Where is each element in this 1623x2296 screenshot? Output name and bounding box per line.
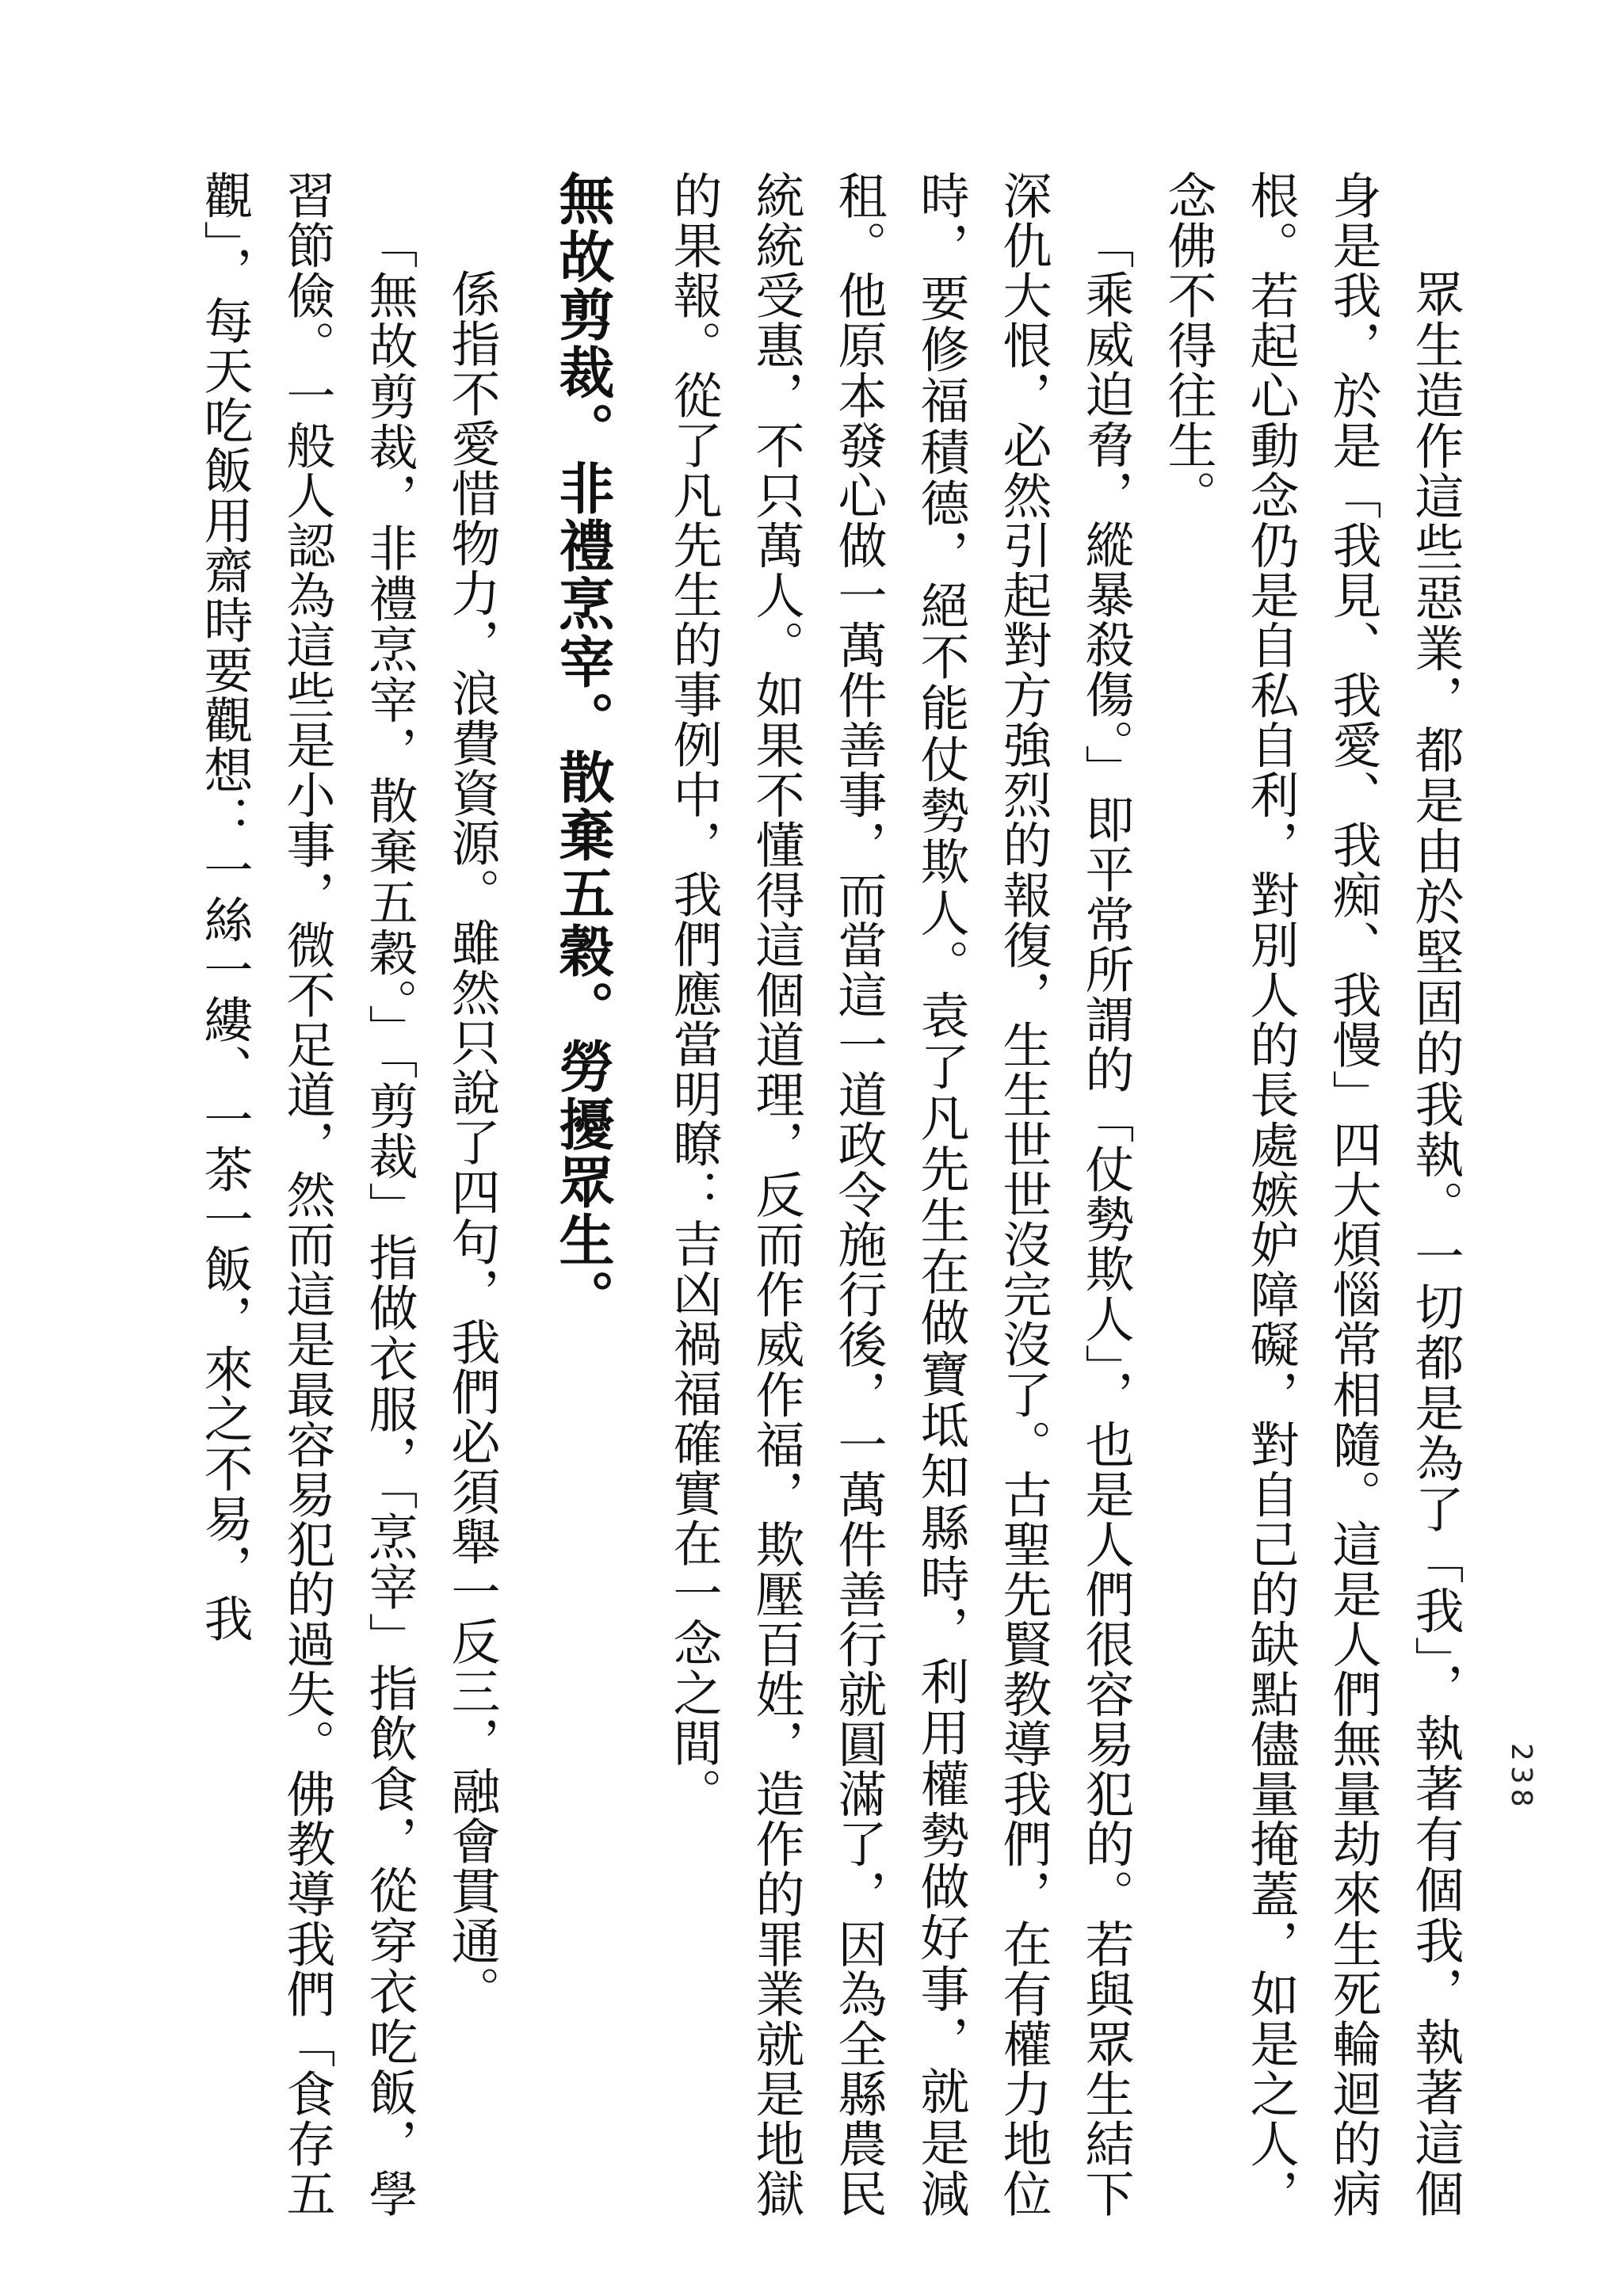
paragraph-frugality: 「無故剪裁，非禮烹宰，散棄五穀。」「剪裁」指做衣服，「烹宰」指飲食，從穿衣吃飯，學習節儉。一般人認為這些是小事，微不足道，然而這是最容易犯的過失。佛教導我們「食存五觀」，每天吃飯用齋時要觀想：一絲一縷、一茶一飯，來之不易，我 (196, 170, 418, 2218)
paragraph-waste-resources: 係指不愛惜物力，浪費資源。雖然只說了四句，我們必須舉一反三，融會貫通。 (443, 269, 501, 2016)
page-number: 238 (1505, 1743, 1537, 1812)
paragraph-ego-attachment: 眾生造作這些惡業，都是由於堅固的我執。一切都是為了「我」，執著有個我，執著這個身是我，於是「我見、我愛、我痴、我慢」四大煩惱常相隨。這是人們無量劫來生死輪迴的病根。若起心動念仍是自私自利，對別人的長處嫉妒障礙，對自己的缺點儘量掩蓋，如是之人，念佛不得往生。 (1159, 170, 1465, 2218)
paragraph-abuse-of-power: 「乘威迫脅，縱暴殺傷。」即平常所謂的「仗勢欺人」，也是人們很容易犯的。若與眾生結下深仇大恨，必然引起對方強烈的報復，生生世世沒完沒了。古聖先賢教導我們，在有權力地位時，要修福積德，絕不能仗勢欺人。袁了凡先生在做寶坻知縣時，利用權勢做好事，就是減租。他原本發心做一萬件善事，而當這一道政令施行後，一萬件善行就圓滿了，因為全縣農民統統受惠，不只萬人。如果不懂得這個道理，反而作威作福，欺壓百姓，造作的罪業就是地獄的果報。從了凡先生的事例中，我們應當明瞭：吉凶禍福確實在一念之間。 (665, 170, 1135, 2218)
body-text (183, 170, 1476, 2218)
section-heading: 無故剪裁。非禮烹宰。散棄五穀。勞擾眾生。 (550, 170, 615, 1327)
